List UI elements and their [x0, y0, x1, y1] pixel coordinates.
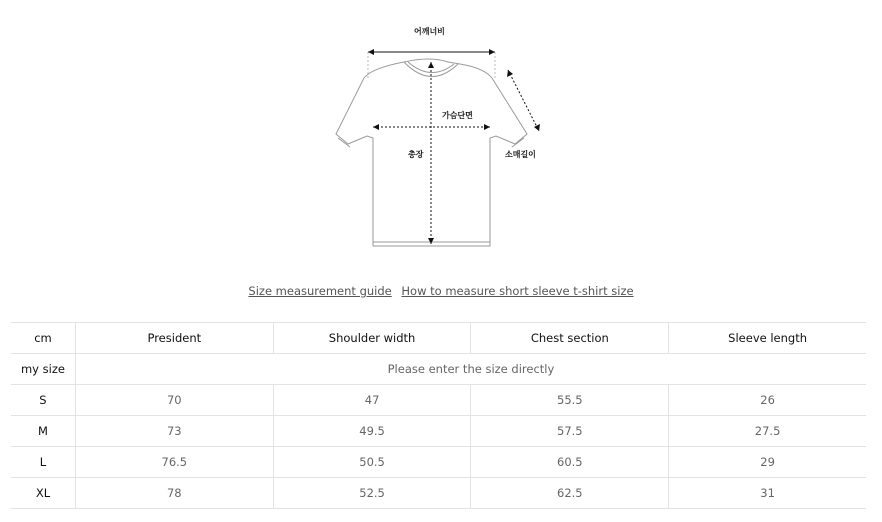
my-size-label: my size	[11, 354, 75, 385]
table-header-row	[11, 323, 866, 354]
table-cell: 49.5	[273, 416, 471, 447]
shoulder-width-label: 어깨너비	[414, 27, 445, 36]
size-label: L	[11, 447, 75, 478]
table-row	[11, 447, 866, 478]
tshirt-measurement-diagram	[330, 20, 550, 252]
tshirt-illustration	[330, 20, 550, 252]
table-cell: 73	[75, 416, 273, 447]
table-cell: 29	[669, 447, 866, 478]
measurement-links	[0, 284, 882, 298]
header-unit: cm	[11, 323, 75, 354]
size-label: XL	[11, 478, 75, 509]
table-cell: 57.5	[471, 416, 669, 447]
header-president: President	[75, 323, 273, 354]
header-sleeve-length: Sleeve length	[669, 323, 866, 354]
size-label: M	[11, 416, 75, 447]
table-row	[11, 478, 866, 509]
my-size-row	[11, 354, 866, 385]
table-cell: 31	[669, 478, 866, 509]
table-cell: 52.5	[273, 478, 471, 509]
table-row	[11, 385, 866, 416]
header-chest-section: Chest section	[471, 323, 669, 354]
header-shoulder-width: Shoulder width	[273, 323, 471, 354]
table-cell: 78	[75, 478, 273, 509]
table-cell: 27.5	[669, 416, 866, 447]
table-cell: 55.5	[471, 385, 669, 416]
size-table	[11, 322, 866, 509]
table-row	[11, 416, 866, 447]
total-length-label: 총장	[408, 150, 424, 159]
table-cell: 26	[669, 385, 866, 416]
howto-measure-link[interactable]: How to measure short sleeve t-shirt size	[401, 284, 634, 298]
size-guide-link[interactable]: Size measurement guide	[248, 284, 392, 298]
table-cell: 70	[75, 385, 273, 416]
sleeve-length-label: 소매길이	[505, 150, 536, 159]
table-cell: 47	[273, 385, 471, 416]
size-label: S	[11, 385, 75, 416]
table-cell: 50.5	[273, 447, 471, 478]
table-cell: 62.5	[471, 478, 669, 509]
my-size-placeholder[interactable]: Please enter the size directly	[75, 354, 866, 385]
table-cell: 76.5	[75, 447, 273, 478]
chest-section-label: 가슴단면	[442, 111, 473, 120]
table-cell: 60.5	[471, 447, 669, 478]
